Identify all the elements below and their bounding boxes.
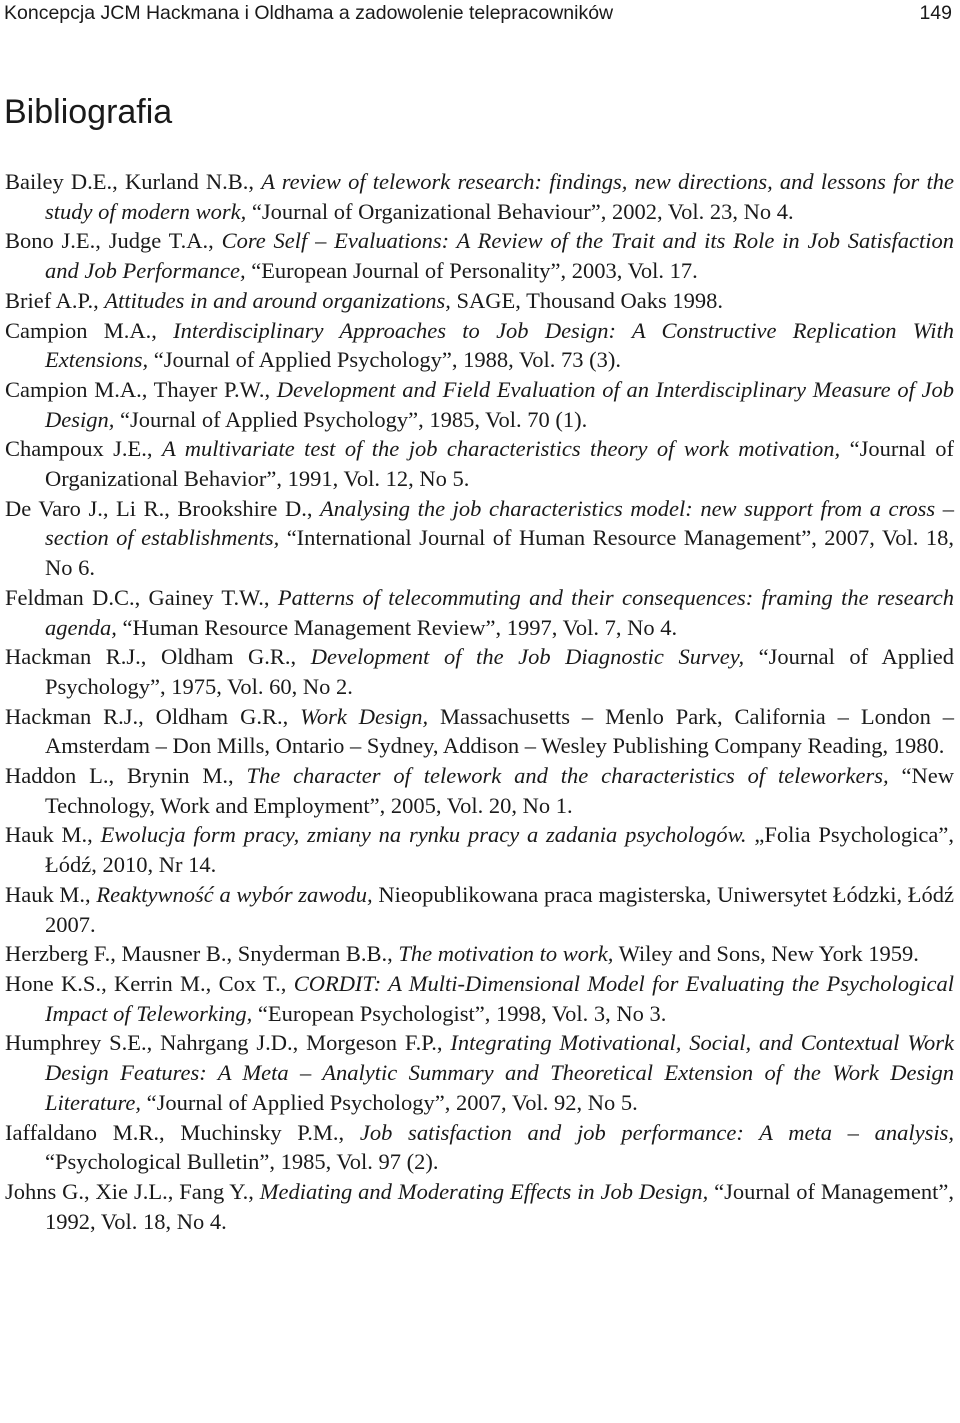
bibliography-entry [0, 1118, 954, 1177]
entry-authors: Bono J.E., Judge T.A., [5, 228, 222, 254]
bibliography-entry [0, 1177, 954, 1236]
entry-authors: Bailey D.E., Kurland N.B., [5, 169, 262, 194]
entry-details: “Journal of Applied Psychology”, 1988, Vol. 73 (3). [148, 347, 621, 373]
entry-details: “European Psychologist”, 1998, Vol. 3, No 3. [252, 1000, 667, 1026]
entry-title: Work Design, [300, 703, 429, 729]
bibliography-entry [0, 939, 954, 969]
entry-title: The motivation to work, [398, 941, 614, 967]
entry-details: “Journal of Applied Psychology”, 1985, Vol. 70 (1). [114, 406, 588, 432]
entry-details: Massachusetts – Menlo Park, California – London – Amsterdam – Don Mills, Ontario – Sydney, Addison – Wesley Publishing Company Reading, 1980. [45, 703, 955, 759]
entry-details: “Journal of Organizational Behaviour”, 2002, Vol. 23, No 4. [246, 198, 794, 224]
entry-title: Attitudes in and around organizations, [104, 287, 451, 313]
entry-details: “International Journal of Human Resource Management”, 2007, Vol. 18, No 6. [45, 525, 954, 581]
entry-details: Wiley and Sons, New York 1959. [613, 941, 919, 967]
entry-details: “Journal of Organizational Behavior”, 1991, Vol. 12, No 5. [45, 436, 954, 492]
entry-title: Interdisciplinary Approaches to Job Design: A Constructive Replication With Extensions, [45, 317, 954, 373]
bibliography-entry [0, 286, 954, 316]
entry-details: “European Journal of Personality”, 2003, Vol. 17. [245, 258, 698, 284]
bibliography-entry [0, 820, 954, 879]
entry-title: CORDIT: A Multi-Dimensional Model for Evaluating the Psychological Impact of Teleworking, [45, 970, 955, 1026]
entry-authors: Hauk M., [5, 822, 101, 848]
bibliography-entry [0, 167, 954, 226]
entry-title: A review of telework research: findings, new directions, and lessons for the study of modern work, [45, 169, 954, 224]
entry-title: Job satisfaction and job performance: A meta – analysis, [359, 1119, 954, 1145]
entry-authors: Champoux J.E., [5, 436, 162, 462]
entry-title: A multivariate test of the job characteristics theory of work motivation, [161, 436, 841, 462]
entry-details: “Human Resource Management Review”, 1997, Vol. 7, No 4. [116, 614, 678, 640]
entry-details: „Folia Psychologica”, Łódź, 2010, Nr 14. [45, 822, 954, 878]
entry-authors: Hone K.S., Kerrin M., Cox T., [5, 970, 294, 996]
bibliography-entry [0, 761, 954, 820]
entry-title: Ewolucja form pracy, zmiany na rynku pracy a zadania psychologów. [100, 822, 747, 848]
bibliography-entry [0, 969, 954, 1028]
page-number: 149 [919, 2, 952, 24]
entry-authors: Humphrey S.E., Nahrgang J.D., Morgeson F.P., [5, 1030, 451, 1056]
entry-authors: Campion M.A., Thayer P.W., [5, 376, 277, 402]
bibliography-entry [0, 494, 954, 583]
running-header [4, 0, 952, 28]
entry-details: “Psychological Bulletin”, 1985, Vol. 97 (2). [45, 1149, 439, 1175]
entry-authors: Iaffaldano M.R., Muchinsky P.M., [5, 1119, 360, 1145]
entry-title: Patterns of telecommuting and their consequences: framing the research agenda, [45, 584, 954, 640]
entry-authors: Hackman R.J., Oldham G.R., [5, 644, 311, 670]
entry-title: Analysing the job characteristics model: new support from a cross – section of establishments, [45, 495, 955, 551]
entry-details: “New Technology, Work and Employment”, 2005, Vol. 20, No 1. [45, 763, 954, 818]
entry-authors: Feldman D.C., Gainey T.W., [5, 584, 278, 610]
entry-title: Development of the Job Diagnostic Survey, [310, 644, 745, 670]
bibliography-entry [0, 880, 954, 939]
bibliography-list [0, 167, 954, 1236]
entry-authors: Herzberg F., Mausner B., Snyderman B.B., [5, 941, 399, 967]
bibliography-entry [0, 1028, 954, 1117]
entry-title: The character of telework and the characteristics of teleworkers, [246, 763, 889, 789]
entry-authors: Haddon L., Brynin M., [5, 763, 247, 789]
bibliography-entry [0, 583, 954, 642]
entry-title: Integrating Motivational, Social, and Contextual Work Design Features: A Meta – Analytic Summary and Theoretical Extension of the Work Design Literature, [45, 1030, 954, 1115]
bibliography-entry [0, 316, 954, 375]
entry-authors: Hauk M., [5, 881, 97, 907]
entry-details: “Journal of Applied Psychology”, 1975, Vol. 60, No 2. [45, 644, 954, 699]
entry-authors: Johns G., Xie J.L., Fang Y., [5, 1178, 260, 1204]
section-title: Bibliografia [4, 93, 173, 131]
bibliography-entry [0, 434, 954, 493]
bibliography-entry [0, 375, 954, 434]
entry-authors: Brief A.P., [5, 287, 105, 313]
entry-title: Core Self – Evaluations: A Review of the Trait and its Role in Job Satisfaction and Job Performance, [45, 228, 954, 284]
bibliography-entry [0, 226, 954, 285]
entry-details: Nieopublikowana praca magisterska, Uniwersytet Łódzki, Łódź 2007. [45, 881, 954, 937]
entry-authors: Campion M.A., [5, 317, 174, 343]
entry-details: SAGE, Thousand Oaks 1998. [450, 287, 723, 313]
entry-details: “Journal of Applied Psychology”, 2007, Vol. 92, No 5. [141, 1089, 638, 1115]
bibliography-entry [0, 642, 954, 701]
entry-authors: Hackman R.J., Oldham G.R., [5, 703, 301, 729]
running-title: Koncepcja JCM Hackmana i Oldhama a zadowolenie telepracowników [4, 2, 614, 24]
bibliography-entry [0, 702, 954, 761]
entry-title: Mediating and Moderating Effects in Job Design, [259, 1178, 709, 1204]
entry-title: Development and Field Evaluation of an Interdisciplinary Measure of Job Design, [45, 376, 955, 432]
entry-title: Reaktywność a wybór zawodu, [96, 881, 373, 907]
entry-authors: De Varo J., Li R., Brookshire D., [5, 495, 321, 521]
entry-details: “Journal of Management”, 1992, Vol. 18, No 4. [45, 1178, 954, 1234]
